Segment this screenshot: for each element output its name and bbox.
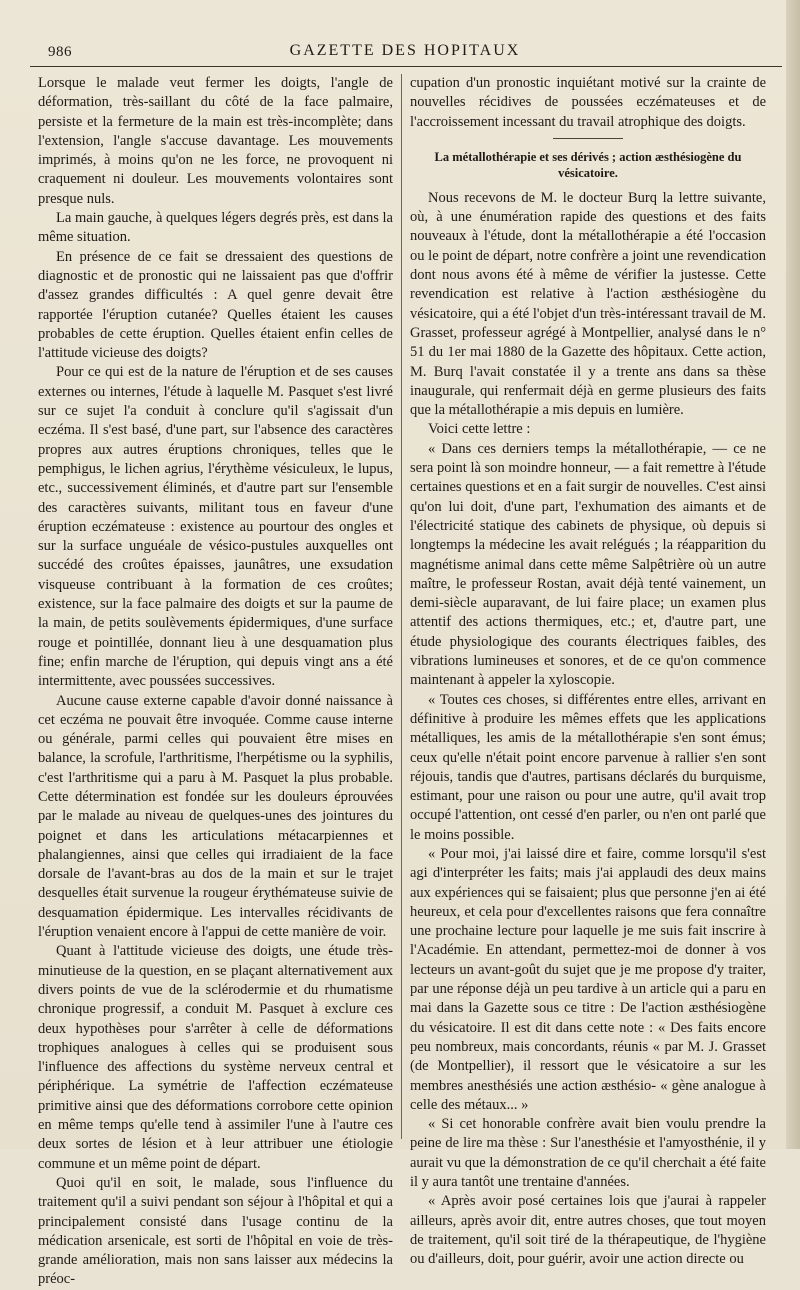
section-divider (553, 138, 623, 139)
paragraph: Pour ce qui est de la nature de l'éruption et de ses causes externes ou internes, l'étude à laquelle M. Pasquet s'est livré sur ce sujet l'a conduit à conclure qu'il s'agissait d'un eczéma. Il s'est basé, d'une part, sur l'absence des caractères propres aux autres éruptions chroniques, telles que le pemphigus, le lichen agrius, l'érythème vésiculeux, le lupus, etc., successivement éliminés, et d'autre part sur l'ensemble des caractères suivants, militant tous en faveur d'une éruption eczémateuse : existence au pourtour des ongles et sur la surface unguéale de vésico-pustules auxquelles ont succédé des croûtes épaisses, jaunâtres, une exsudation visqueuse contribuant à la formation de ces croûtes; existence, sur la face palmaire des doigts et sur la paume de la main, de petits soulèvements épidermiques, d'une surface rouge et pointillée, donnant lieu à une desquamation plus fine; enfin marche de l'éruption, qui depuis vingt ans a été intermittente, avec poussées successives. (38, 364, 393, 690)
paragraph: Quoi qu'il en soit, le malade, sous l'influence du traitement qu'il a suivi pendant son séjour à l'hôpital et qui a principalement consisté dans l'usage continu de la médication arsenicale, est sorti de l'hôpital en voie de très-grande amélioration, mais non sans laisser aux médecins la préoc- (38, 1174, 393, 1288)
paragraph: « Si cet honorable confrère avait bien voulu prendre la peine de lire ma thèse : Sur l'anesthésie et l'amyosthénie, il y aurait vu que la démonstration de ce qu'il cherchait a été faite il y aura tantôt une trentaine d'années. (410, 1116, 766, 1191)
page-number: 986 (48, 44, 72, 60)
header-rule (30, 66, 782, 67)
section-heading: La métallothérapie et ses dérivés ; action æsthésiogène du vésicatoire. (434, 149, 742, 180)
right-column (410, 74, 766, 1270)
paragraph: Voici cette lettre : (428, 421, 531, 438)
journal-title: GAZETTE DES HOPITAUX (289, 42, 521, 59)
column-divider (401, 74, 402, 1139)
paragraph: « Pour moi, j'ai laissé dire et faire, comme lorsqu'il s'est agi d'interpréter les faits; mais j'ai applaudi des deux mains aux expériences qui se faisaient; plus que personne j'en ai été heureux, et cela pour d'excellentes raisons que fera connaître une prochaine lecture pour laquelle je me suis fait inscrire à l'Académie. En attendant, permettez-moi de donner à vos lecteurs un avant-goût du sujet que je me propose d'y traiter, par une réponse déjà un peu tardive à un article qui a paru en mai dans la Gazette sous ce titre : De l'action æsthésiogène du vésicatoire. Il est dit dans cette note : « Des faits encore peu nombreux, mais concordants, réunis « par M. J. Grasset (de Montpellier), il ressort que le vésicatoire a sur les membres anesthésiés une action æsthésio- « gène analogue à celle des métaux... » (410, 845, 766, 1113)
left-column (38, 74, 393, 1290)
paragraph: La main gauche, à quelques légers degrés près, est dans la même situation. (38, 210, 393, 246)
paragraph: « Après avoir posé certaines lois que j'aurai à rappeler ailleurs, après avoir dit, entre autres choses, que tout moyen de traitement, qu'il soit tiré de la thérapeutique, de l'hygiène ou d'ailleurs, doit, pour guérir, avoir une action directe ou (410, 1193, 766, 1268)
paragraph: En présence de ce fait se dressaient des questions de diagnostic et de pronostic qui ne laissaient pas que d'offrir d'assez grandes difficultés : A quel genre devait être rapportée l'éruption cutanée? Quelles étaient les causes probables de cette éruption. Quelles étaient enfin celles de l'attitude vicieuse des doigts? (38, 248, 393, 362)
paragraph: « Toutes ces choses, si différentes entre elles, arrivant en définitive à produire les mêmes effets que les applications métalliques, les amis de la métallothérapie s'en sont émus; ceux qu'elle n'était point encore parvenue à rallier s'en sont réjouis, tandis que d'autres, partisans déclarés du burquisme, estimant, pour une raison ou pour une autre, qu'il avait trop occupé l'attention, ont cessé d'en parler, ou n'en ont parlé que le moins possible. (410, 691, 766, 843)
page-header (30, 36, 780, 66)
page-edge (786, 0, 800, 1149)
paragraph: Lorsque le malade veut fermer les doigts, l'angle de déformation, très-saillant du côté de la face palmaire, persiste et la fermeture de la main est très-incomplète; dans l'extension, l'angle s'accuse davantage. Les mouvements imprimés, à moins qu'on ne les force, ne provoquent ni craquement ni douleur. Les mouvements volontaires sont presque nuls. (38, 75, 393, 207)
paragraph: Quant à l'attitude vicieuse des doigts, une étude très-minutieuse de la question, en se plaçant alternativement aux divers points de vue de la sclérodermie et du rhumatisme chronique progressif, a conduit M. Pasquet à exclure ces deux hypothèses pour s'arrêter à celle de déformations trophiques analogues à celles qui se produisent sous l'influence des affections du système nerveux central et périphérique. La symétrie de l'affection eczémateuse primitive ainsi que des déformations corrobore cette opinion en même temps qu'elle tend à assimiler l'une à l'autre ces deux sortes de lésion et à leur attribuer une étiologie commune et un même point de départ. (38, 943, 393, 1172)
paragraph: « Dans ces derniers temps la métallothérapie, — ce ne sera point là son moindre honneur, — a fait remettre à l'étude certaines questions et en a fait surgir de nouvelles. C'est ainsi qu'on lui doit, d'une part, l'exhumation des aimants et de l'électricité statique des cabinets de physique, où depuis si longtemps la médecine les avait relégués ; la réapparition du magnétisme animal dans cette même Salpêtrière où un autre maître, le professeur Rostan, avait déjà tenté vainement, un demi-siècle auparavant, de lui faire place; un examen plus attentif des actions thermiques, etc.; et, d'autre part, une étude physiologique des courants électriques faibles, des vibrations lumineuses et sonores, et de ce qu'on commence maintenant à appeler la xyloscopie. (410, 440, 766, 689)
paragraph: Aucune cause externe capable d'avoir donné naissance à cet eczéma ne pouvait être invoquée. Comme cause interne ou générale, parmi celles qui pouvaient être mises en balance, la scrofule, l'arthritisme, l'herpétisme ou la syphilis, c'est l'arthritisme qui a paru à M. Pasquet la plus probable. Cette détermination est fondée sur les douleurs éprouvées par le malade au niveau de quelques-unes des jointures du poignet et dans les articulations métacarpiennes et phalangiennes, ainsi que celles qui irradiaient de la face dorsale de l'avant-bras au dos de la main et sur le trajet desquelles était survenue la rougeur érythémateuse suivie de desquamation épidermique. Les intervalles récidivants de l'éruption venaient encore à l'appui de cette manière de voir. (38, 692, 393, 941)
paragraph: Nous recevons de M. le docteur Burq la lettre suivante, où, à une énumération rapide des questions et des faits nouveaux à l'étude, dont la métallothérapie a été l'occasion ou le point de départ, notre confrère a joint une revendication dont nous avons été à même de vérifier la justesse. Cette revendication est relative à l'action æsthésiogène du vésicatoire, qui a été l'objet d'un très-intéressant travail de M. Grasset, professeur agrégé à Montpellier, analysé dans le n° 51 du 1er mai 1880 de la Gazette des hôpitaux. Cette action, M. Burq l'avait constatée il y a trente ans dans sa thèse inaugurale, qui renfermait déjà en germe plusieurs des faits que la métallothérapie a mis depuis en lumière. (410, 189, 766, 419)
lead-paragraph: cupation d'un pronostic inquiétant motivé sur la crainte de nouvelles récidives de poussées eczémateuses et de l'accroissement incessant du travail atrophique des doigts. (410, 75, 766, 130)
